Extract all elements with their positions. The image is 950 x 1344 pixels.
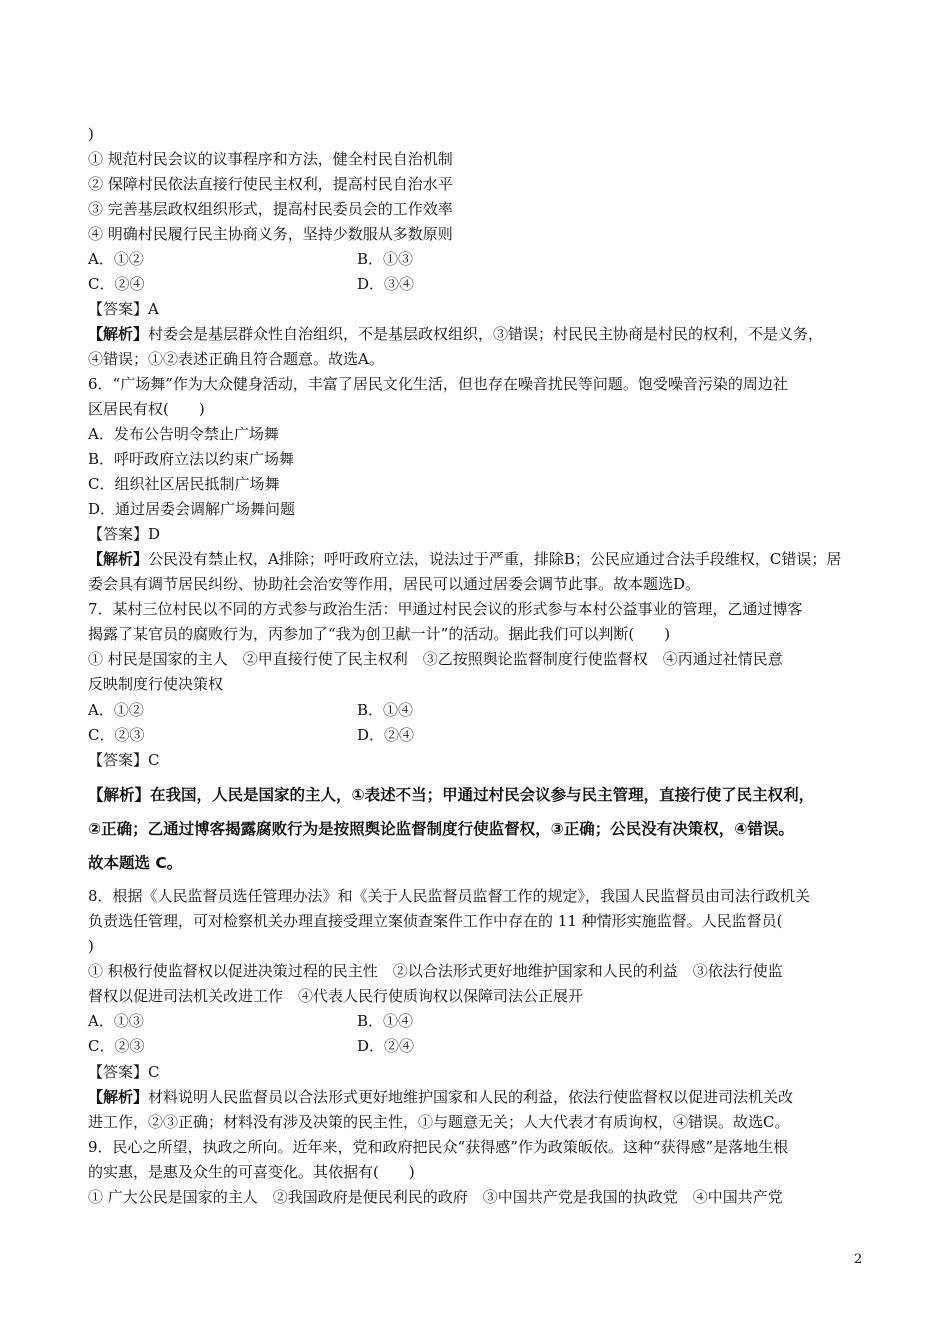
q7-answer	[88, 749, 160, 771]
q6-stem-line-2: 区居民有权( )	[88, 400, 205, 418]
q5-answer	[88, 298, 159, 320]
q8-stem-line-1: 8．根据《人民监督员选任管理办法》和《关于人民监督员监督工作的规定》，我国人民监督员由司法行政机关	[88, 887, 811, 905]
answer-label: 【答案】	[88, 1063, 149, 1081]
q5-item-4: ④ 明确村民履行民主协商义务，坚持少数服从多数原则	[88, 225, 453, 243]
q7-stem-line-2: 揭露了某官员的腐败行为，丙参加了“我为创卫献一计”的活动。据此我们可以判断( )	[88, 625, 671, 643]
q5-item-1: ① 规范村民会议的议事程序和方法，健全村民自治机制	[88, 150, 453, 168]
analysis-label: 【解析】	[88, 1088, 149, 1106]
q8-analysis-line-1: 【解析】材料说明人民监督员以合法形式更好地维护国家和人民的利益，依法行使监督权以促进司法机关改	[88, 1088, 794, 1106]
q9-items-line-1: ① 广大公民是国家的主人 ②我国政府是便民利民的政府 ③中国共产党是我国的执政党 ④中国共产党	[88, 1188, 783, 1206]
q8-answer	[88, 1061, 160, 1083]
q6-analysis-line-1: 【解析】公民没有禁止权，A排除；呼吁政府立法，说法过于严重，排除B；公民应通过合法手段维权，C错误；居	[88, 550, 842, 568]
q6-analysis-line-2: 委会具有调节居民纠纷、协助社会治安等作用，居民可以通过居委会调节此事。故本题选D。	[88, 575, 701, 593]
answer-value: C	[148, 751, 160, 769]
q5-option-c: C．②④	[88, 275, 145, 293]
answer-label: 【答案】	[88, 300, 149, 318]
q8-stem-line-3: )	[88, 937, 94, 955]
q7-analysis-line-2: ②正确；乙通过博客揭露腐败行为是按照舆论监督制度行使监督权，③正确；公民没有决策权，④错误。	[88, 820, 794, 838]
answer-label: 【答案】	[88, 751, 149, 769]
q5-option-a: A．①②	[88, 250, 144, 268]
answer-value: A	[148, 300, 159, 318]
answer-value: C	[148, 1063, 160, 1081]
answer-value: D	[148, 525, 161, 543]
q6-stem-line-1: 6．“广场舞”作为大众健身活动，丰富了居民文化生活，但也存在噪音扰民等问题。饱受噪音污染的周边社	[88, 375, 788, 393]
q5-analysis-line-2: ④错误；①②表述正确且符合题意。故选A。	[88, 350, 384, 368]
analysis-label: 【解析】	[88, 550, 149, 568]
q6-option-a: A．发布公告明令禁止广场舞	[88, 425, 279, 443]
q8-items-line-1: ① 积极行使监督权以促进决策过程的民主性 ②以合法形式更好地维护国家和人民的利益 ③依法行使监	[88, 962, 783, 980]
q7-option-b: B．①④	[357, 701, 414, 719]
q5-option-d: D．③④	[357, 275, 415, 293]
q5-item-3: ③ 完善基层政权组织形式，提高村民委员会的工作效率	[88, 200, 453, 218]
q7-stem-line-1: 7．某村三位村民以不同的方式参与政治生活：甲通过村民会议的形式参与本村公益事业的管理，乙通过博客	[88, 600, 803, 618]
answer-label: 【答案】	[88, 525, 149, 543]
q6-answer	[88, 523, 160, 545]
q5-option-b: B．①③	[357, 250, 414, 268]
q8-items-line-2: 督权以促进司法机关改进工作 ④代表人民行使质询权以保障司法公正展开	[88, 987, 584, 1005]
q7-analysis-line-1: 【解析】在我国，人民是国家的主人，①表述不当；甲通过村民会议参与民主管理，直接行使了民主权利，	[88, 786, 815, 804]
q7-option-c: C．②③	[88, 726, 145, 744]
analysis-label: 【解析】	[88, 325, 149, 343]
q9-stem-line-2: 的实惠，是惠及众生的可喜变化。其依据有( )	[88, 1163, 415, 1181]
q8-option-a: A．①③	[88, 1012, 144, 1030]
q6-option-c: C．组织社区居民抵制广场舞	[88, 475, 280, 493]
q7-option-d: D．②④	[357, 726, 415, 744]
q9-stem-line-1: 9．民心之所望，执政之所向。近年来，党和政府把民众“获得感”作为政策皈依。这种“获得感”是落地生根	[88, 1138, 789, 1156]
q5-stem-tail: )	[88, 125, 94, 143]
q8-option-b: B．①④	[357, 1012, 414, 1030]
q7-option-a: A．①②	[88, 701, 144, 719]
q7-items-line-1: ① 村民是国家的主人 ②甲直接行使了民主权利 ③乙按照舆论监督制度行使监督权 ④丙通过社情民意	[88, 650, 783, 668]
q6-option-d: D．通过居委会调解广场舞问题	[88, 500, 296, 518]
q8-option-d: D．②④	[357, 1037, 415, 1055]
q7-analysis-line-3: 故本题选 C。	[88, 854, 183, 872]
q5-item-2: ② 保障村民依法直接行使民主权利，提高村民自治水平	[88, 175, 453, 193]
q8-stem-line-2: 负责选任管理，可对检察机关办理直接受理立案侦查案件工作中存在的 11 种情形实施监督。人民监督员(	[88, 912, 783, 930]
q8-option-c: C．②③	[88, 1037, 145, 1055]
q5-analysis-line-1: 【解析】村委会是基层群众性自治组织，不是基层政权组织，③错误；村民民主协商是村民的权利，不是义务，	[88, 325, 824, 343]
page-number: 2	[854, 1252, 863, 1267]
q7-items-line-2: 反映制度行使决策权	[88, 675, 224, 693]
q6-option-b: B．呼吁政府立法以约束广场舞	[88, 450, 295, 468]
q8-analysis-line-2: 进工作，②③正确；材料没有涉及决策的民主性，①与题意无关；人大代表才有质询权，④错误。故选C。	[88, 1113, 790, 1131]
